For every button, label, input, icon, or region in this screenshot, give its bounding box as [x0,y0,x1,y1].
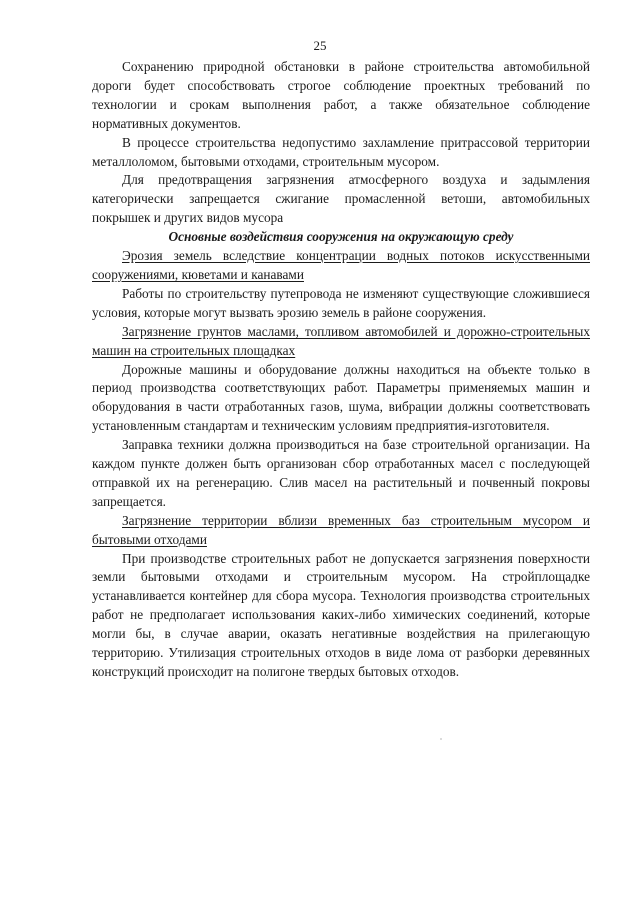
paragraph: При производстве строительных работ не допускается загрязнения поверхности земли бытовыми отходами и строительным мусором. На стройплощадке устанавливается контейнер для сбора мусора. Технология производства строительных работ не предполагает использования каких-либо химических соединений, которые могли бы, в случае аварии, оказать негативные воздействия на прилегающую территорию. Утилизация строительных отходов в виде лома от разборки деревянных конструкций происходит на полигоне твердых бытовых отходов. [92,550,590,679]
paragraph: В процессе строительства недопустимо захламление притрассовой территории металлоломом, бытовыми отходами, строительным мусором. [92,134,590,169]
paragraph: Заправка техники должна производиться на базе строительной организации. На каждом пункте должен быть организован сбор отработанных масел с последующей отправкой их на регенерацию. Слив масел на растительный и почвенный покровы запрещается. [92,437,590,509]
scan-speck [440,738,442,740]
paragraph: Для предотвращения загрязнения атмосферного воздуха и задымления категорически запрещается сжигание промасленной ветоши, автомобильных покрышек и других видов мусора [92,172,590,226]
section-heading: Основные воздействия сооружения на окружающую среду [168,229,514,245]
subsection-title: Эрозия земель вследствие концентрации водных потоков искусственными сооружениями, кюветами и канавами [92,248,590,282]
subsection-title: Загрязнение грунтов маслами, топливом автомобилей и дорожно-строительных машин на строительных площадках [92,323,590,358]
subsection-title: Загрязнение территории вблизи временных баз строительным мусором и бытовыми отходами [92,512,590,547]
page-number: 25 [313,38,327,53]
paragraph: Сохранению природной обстановки в районе строительства автомобильной дороги будет способствовать строгое соблюдение проектных требований по технологии и срокам выполнения работ, а также обязательное соблюдение нормативных документов. [92,59,590,131]
paragraph: Дорожные машины и оборудование должны находиться на объекте только в период производства соответствующих работ. Параметры применяемых машин и оборудования в части отработанных газов, шума, вибрации должны соответствовать установленным стандартам и техническим условиям предприятия-изготовителя. [92,361,590,434]
paragraph: Работы по строительству путепровода не изменяют существующие сложившиеся условия, которые могут вызвать эрозию земель в районе сооружения. [92,285,590,320]
page-body [92,58,590,682]
